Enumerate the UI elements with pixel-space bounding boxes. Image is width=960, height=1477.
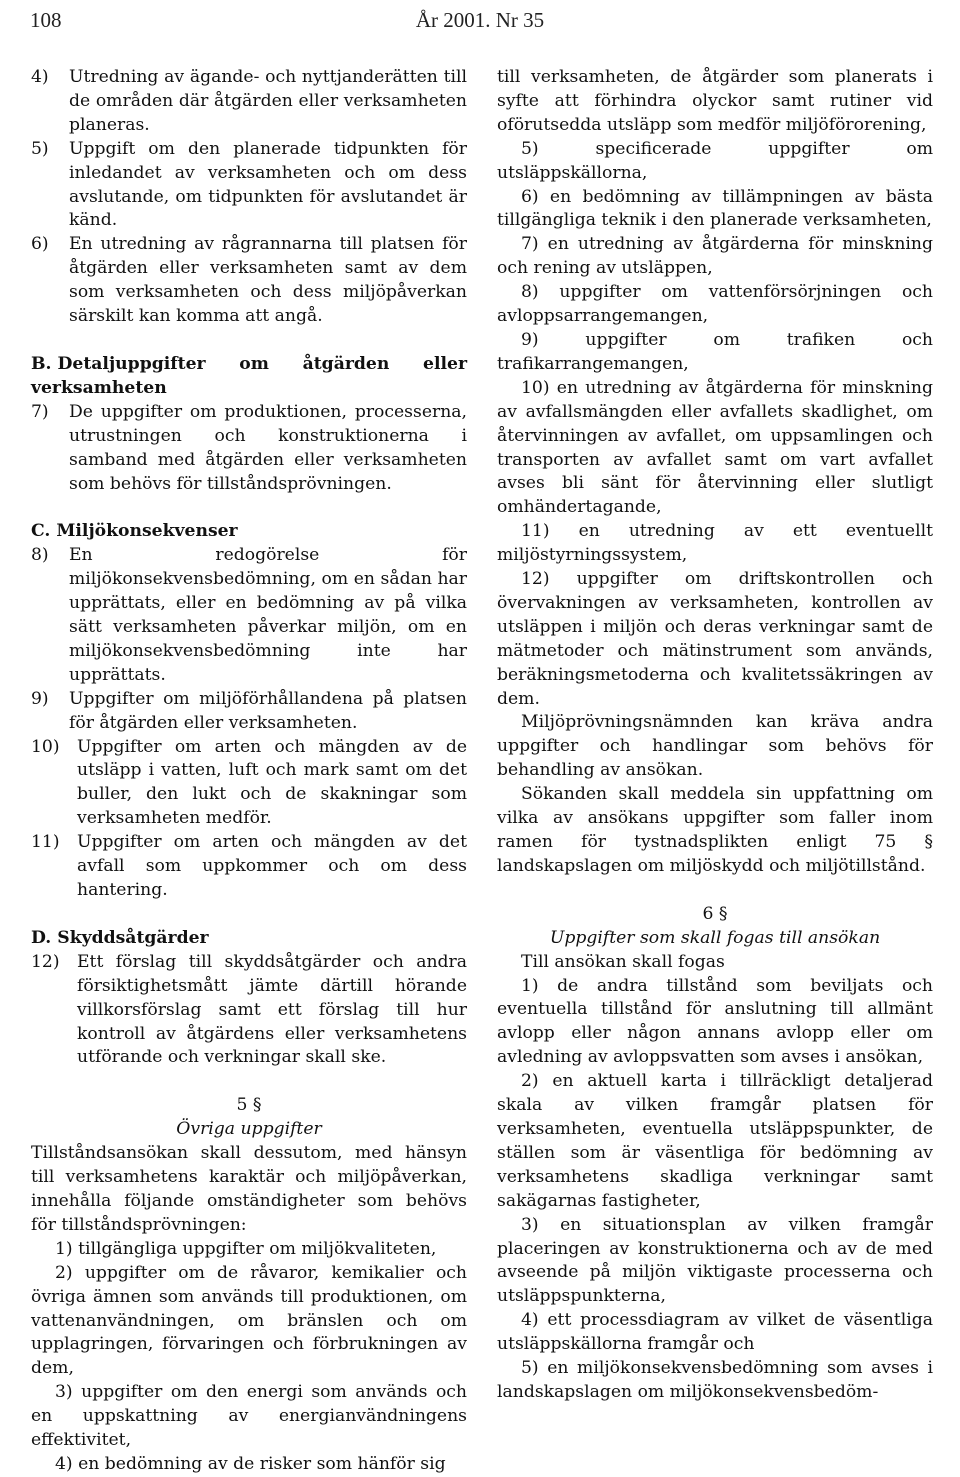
paragraph-3: 3) uppgifter om den energi som används och en uppskattning av energianvändningens effektivitet,: [31, 1382, 467, 1451]
paragraph-confidentiality: Sökanden skall meddela sin uppfattning om vilka av ansökans uppgifter som faller inom ramen för tystnadsplikten enligt 75 § landskapslagen om miljöskydd och miljötillstånd.: [497, 784, 933, 876]
list-item-10: [31, 736, 467, 832]
page-number: 108: [30, 8, 62, 32]
item-text: Utredning av ägande- och nyttjanderätten till de områden där åtgärden eller verksamheten planeras.: [69, 67, 467, 135]
section-letter: D.: [31, 927, 52, 948]
section-5-title: Övriga uppgifter: [176, 1119, 322, 1140]
section-title: Skyddsåtgärder: [57, 927, 209, 948]
paragraph-authority: Miljöprövningsnämnden kan kräva andra uppgifter och handlingar som behövs för behandling av ansökan.: [497, 712, 933, 781]
section-heading-d: [31, 927, 467, 951]
item-number: 5): [31, 138, 49, 159]
item-text: En redogörelse för miljökonsekvensbedömning, om en sådan har upprättats, eller en bedömning av på vilka sätt verksamheten påverkar miljön, om en miljökonsekvensbedömning inte har upprättats.: [69, 545, 467, 685]
item-number: 12): [31, 951, 60, 972]
paragraph-1: 1) tillgängliga uppgifter om miljökvaliteten,: [55, 1238, 437, 1259]
paragraph-11: 11) en utredning av ett eventuellt miljöstyrningssystem,: [497, 521, 933, 566]
attachment-3: 3) en situationsplan av vilken framgår placeringen av konstruktionerna och av de med avseende på miljön viktigaste processerna och utsläppspunkterna,: [497, 1214, 933, 1307]
attachment-4: 4) ett processdiagram av vilket de väsentliga utsläppskällorna framgår och: [497, 1310, 933, 1355]
list-item-8: [31, 544, 467, 687]
paragraph-10: 10) en utredning av åtgärderna för minskning av avfallsmängden eller avfallets skadlighet, om återvinningen av avfallet, om uppsamlingen och transporten av avfallet samt om vart avfallet avses bli sänt för återvinning eller slutligt omhändertagande,: [497, 377, 933, 518]
section-5-number: 5 §: [236, 1095, 262, 1116]
section-6-intro: Till ansökan skall fogas: [521, 951, 725, 972]
item-number: 8): [31, 545, 49, 566]
item-text: Uppgifter om miljöförhållandena på platsen för åtgärden eller verksamheten.: [69, 688, 467, 733]
item-number: 10): [31, 736, 60, 757]
item-number: 4): [31, 67, 49, 87]
attachment-5: 5) en miljökonsekvensbedömning som avses i landskapslagen om miljökonsekvensbedöm-: [497, 1358, 933, 1402]
page-header: [0, 0, 960, 40]
section-letter: C.: [31, 521, 51, 542]
item-number: 11): [31, 832, 60, 853]
paragraph-5: 5) specificerade uppgifter om utsläppskällorna,: [497, 138, 933, 183]
section-6-title: Uppgifter som skall fogas till ansökan: [549, 927, 881, 948]
item-number: 7): [31, 401, 49, 422]
item-text: Ett förslag till skyddsåtgärder och andra försiktighetsmått jämte därtill hörande villkorsförslag samt ett förslag till hur kontroll av åtgärdens eller verksamhetens utförande och verkningar skall ske.: [77, 951, 467, 1068]
paragraph-12: 12) uppgifter om driftskontrollen och övervakningen av verksamheten, kontrollen av utsläppen i miljön och deras verkningar samt de mätmetoder och mätinstrument som används, beräkningsmetoderna och kvalitetssäkringen av dem.: [497, 569, 933, 709]
right-column: [497, 66, 933, 1405]
paragraph-8: 8) uppgifter om vattenförsörjningen och avloppsarrangemangen,: [497, 282, 933, 327]
list-item-9: [31, 688, 467, 736]
attachment-1: 1) de andra tillstånd som beviljats och eventuella tillstånd för anslutning till allmänt avlopp eller någon annans avlopp eller om avledning av avloppsvatten som avses i ansökan,: [497, 975, 933, 1068]
paragraph-4: 4) en bedömning av de risker som hänför sig: [55, 1453, 446, 1474]
paragraph-2: 2) uppgifter om de råvaror, kemikalier och övriga ämnen som används till produktionen, om vattenanvändningen, om bränslen och om upplagringen, förvaringen och förbrukningen av dem,: [31, 1262, 467, 1379]
section-title: Detaljuppgifter om åtgärden eller verksamheten: [31, 353, 467, 398]
list-item-11: [31, 831, 467, 903]
item-text: Uppgifter om arten och mängden av de utsläpp i vatten, luft och mark samt om det buller, den lukt och de skakningar som verksamheten medför.: [77, 736, 467, 829]
section-6-number: 6 §: [702, 903, 728, 924]
list-item-7: [31, 401, 467, 497]
item-text: Uppgift om den planerade tidpunkten för inledandet av verksamheten och om dess avslutande, om tidpunkten för avslutandet är känd.: [69, 138, 467, 231]
section-letter: B.: [31, 353, 52, 374]
item-number: 9): [31, 688, 49, 709]
paragraph-4-continued: till verksamheten, de åtgärder som planerats i syfte att förhindra olyckor samt rutiner vid oförutsedda utsläpp som medför miljöförorening,: [497, 67, 933, 135]
item-text: De uppgifter om produktionen, processerna, utrustningen och konstruktionerna i samband med åtgärden eller verksamheten som behövs för tillståndsprövningen.: [69, 401, 467, 494]
paragraph-9: 9) uppgifter om trafiken och trafikarrangemangen,: [497, 329, 933, 374]
section-5-intro: Tillståndsansökan skall dessutom, med hänsyn till verksamhetens karaktär och miljöpåverkan, innehålla följande omständigheter som behövs för tillståndsprövningen:: [31, 1143, 467, 1235]
list-item-4: [31, 66, 467, 138]
section-heading-c: [31, 520, 467, 544]
section-heading-b: [31, 353, 467, 401]
list-item-12: [31, 951, 467, 1071]
left-column: [31, 66, 467, 1477]
attachment-2: 2) en aktuell karta i tillräckligt detaljerad skala av vilken framgår platsen för verksamheten, eventuella utsläppspunkter, de ställen som är väsentliga för bedömning av verksamhetens skadliga verkningar samt sakägarnas fastigheter,: [497, 1071, 933, 1211]
issue-label: År 2001. Nr 35: [415, 8, 545, 32]
section-title: Miljökonsekvenser: [56, 521, 238, 542]
item-text: Uppgifter om arten och mängden av det avfall som uppkommer och om dess hantering.: [77, 832, 467, 900]
paragraph-7: 7) en utredning av åtgärderna för minskning och rening av utsläppen,: [497, 234, 933, 279]
paragraph-6: 6) en bedömning av tillämpningen av bästa tillgängliga teknik i den planerade verksamheten,: [497, 186, 933, 231]
item-number: 6): [31, 234, 49, 255]
item-text: En utredning av rågrannarna till platsen för åtgärden eller verksamheten samt av dem som verksamheten och dess miljöpåverkan särskilt kan komma att angå.: [69, 234, 467, 327]
list-item-6: [31, 233, 467, 329]
list-item-5: [31, 138, 467, 234]
